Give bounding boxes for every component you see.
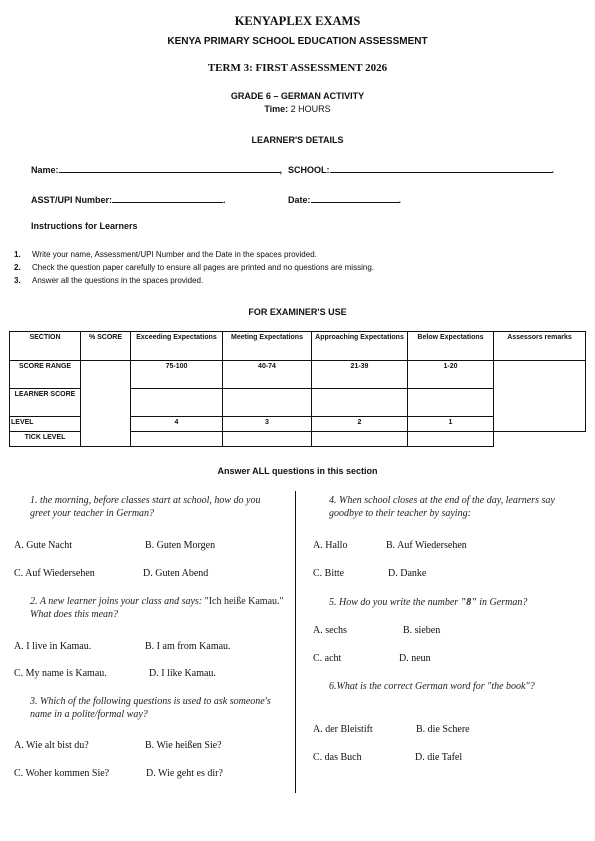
table-cell: 1-20 bbox=[408, 361, 494, 389]
option[interactable]: C. acht bbox=[313, 653, 342, 664]
option[interactable]: A. der Bleistift bbox=[313, 724, 373, 735]
remarks-cell[interactable] bbox=[494, 361, 586, 432]
section-title: Answer ALL questions in this section bbox=[217, 466, 378, 476]
option[interactable]: D. Wie geht es dir? bbox=[146, 768, 223, 779]
option[interactable]: A. Gute Nacht bbox=[14, 540, 73, 551]
asst-field[interactable] bbox=[112, 193, 223, 203]
table-cell: 3 bbox=[223, 417, 312, 432]
examiner-table bbox=[9, 331, 586, 447]
name-row: Name: , bbox=[31, 165, 283, 175]
option[interactable]: B. I am from Kamau. bbox=[145, 641, 231, 652]
row-label: LEARNER SCORE bbox=[10, 389, 81, 417]
time-label: Time: bbox=[264, 104, 289, 114]
table-cell[interactable] bbox=[408, 389, 494, 417]
column-divider bbox=[295, 491, 296, 793]
asst-row: ASST/UPI Number: . bbox=[31, 195, 226, 205]
school-label: SCHOOL: bbox=[288, 165, 330, 175]
option[interactable]: C. Woher kommen Sie? bbox=[14, 768, 110, 779]
table-cell: 4 bbox=[131, 417, 223, 432]
term-title: TERM 3: FIRST ASSESSMENT 2026 bbox=[207, 62, 388, 74]
table-cell[interactable] bbox=[312, 389, 408, 417]
option[interactable]: D. Guten Abend bbox=[143, 568, 209, 579]
option[interactable]: D. I like Kamau. bbox=[149, 668, 216, 679]
table-row bbox=[10, 361, 586, 389]
table-cell[interactable] bbox=[312, 432, 408, 447]
table-cell[interactable] bbox=[223, 389, 312, 417]
option[interactable]: D. neun bbox=[399, 653, 431, 664]
school-field[interactable] bbox=[330, 163, 552, 173]
table-cell: 1 bbox=[408, 417, 494, 432]
school-row: SCHOOL: . bbox=[288, 165, 555, 175]
question-1-text: 1. the morning, before classes start at school, how do you greet your teacher in German? bbox=[30, 495, 261, 519]
score-cell[interactable] bbox=[81, 361, 131, 447]
option[interactable]: C. das Buch bbox=[313, 752, 362, 763]
table-cell: 2 bbox=[312, 417, 408, 432]
row-label: LEVEL bbox=[10, 417, 81, 432]
date-label: Date: bbox=[288, 195, 311, 205]
table-cell[interactable] bbox=[223, 432, 312, 447]
question-6-text: 6.What is the correct German word for "the book"? bbox=[329, 681, 535, 692]
option[interactable]: C. Auf Wiedersehen bbox=[14, 568, 95, 579]
table-cell[interactable] bbox=[131, 389, 223, 417]
option[interactable]: D. die Tafel bbox=[415, 752, 463, 763]
table-cell[interactable] bbox=[131, 432, 223, 447]
instructions-list bbox=[14, 248, 374, 287]
question-5-text: 5. How do you write the number "8" in German? bbox=[329, 597, 528, 608]
table-header-row bbox=[10, 332, 586, 361]
option[interactable]: C. Bitte bbox=[313, 568, 345, 579]
option[interactable]: B. die Schere bbox=[416, 724, 470, 735]
table-cell: 75-100 bbox=[131, 361, 223, 389]
option[interactable]: B. Guten Morgen bbox=[145, 540, 216, 551]
date-field[interactable] bbox=[311, 193, 399, 203]
option[interactable]: A. I live in Kamau. bbox=[14, 641, 92, 652]
row-label: TICK LEVEL bbox=[10, 432, 81, 447]
table-cell: 21-39 bbox=[312, 361, 408, 389]
learner-details-title: LEARNER'S DETAILS bbox=[251, 135, 344, 145]
exam-org-title: KENYAPLEX EXAMS bbox=[234, 14, 361, 28]
asst-label: ASST/UPI Number: bbox=[31, 195, 113, 205]
instruction-item: 3. Answer all the questions in the spaces provided. bbox=[14, 276, 204, 285]
date-row: Date: . bbox=[288, 195, 402, 205]
header-cell: Assessors remarks bbox=[494, 332, 586, 361]
option[interactable]: C. My name is Kamau. bbox=[14, 668, 107, 679]
header-cell: SECTION bbox=[10, 332, 81, 361]
name-field[interactable] bbox=[59, 163, 280, 173]
option[interactable]: B. Wie heißen Sie? bbox=[145, 740, 222, 751]
option[interactable]: A. Wie alt bist du? bbox=[14, 740, 89, 751]
name-label: Name: bbox=[31, 165, 59, 175]
header-cell: Meeting Expectations bbox=[223, 332, 312, 361]
grade-title: GRADE 6 – GERMAN ACTIVITY bbox=[230, 91, 365, 101]
header-cell: Below Expectations bbox=[408, 332, 494, 361]
option[interactable]: B. Auf Wiedersehen bbox=[386, 540, 467, 551]
instructions-title: Instructions for Learners bbox=[31, 221, 138, 231]
instruction-item: 2. Check the question paper carefully to ensure all pages are printed and no questions are missing. bbox=[14, 263, 374, 272]
time-value: 2 HOURS bbox=[290, 104, 331, 114]
header-cell: Exceeding Expectations bbox=[131, 332, 223, 361]
table-cell: 40-74 bbox=[223, 361, 312, 389]
header-cell: % SCORE bbox=[81, 332, 131, 361]
header-cell: Approaching Expectations bbox=[312, 332, 408, 361]
exam-subtitle: KENYA PRIMARY SCHOOL EDUCATION ASSESSMENT bbox=[167, 36, 428, 47]
question-4-text: 4. When school closes at the end of the day, learners say goodbye to their teacher by saying: bbox=[329, 495, 555, 519]
examiner-title: FOR EXAMINER'S USE bbox=[248, 307, 347, 317]
row-label: SCORE RANGE bbox=[10, 361, 81, 389]
option[interactable]: A. Hallo bbox=[313, 540, 348, 551]
question-3-text: 3. Which of the following questions is used to ask someone's name in a polite/formal way? bbox=[30, 696, 271, 720]
option[interactable]: A. sechs bbox=[313, 625, 347, 636]
time-line bbox=[0, 104, 595, 114]
instruction-item: 1. Write your name, Assessment/UPI Number and the Date in the spaces provided. bbox=[14, 250, 317, 259]
empty-cell bbox=[494, 432, 586, 447]
option[interactable]: B. sieben bbox=[403, 625, 441, 636]
table-cell[interactable] bbox=[408, 432, 494, 447]
question-2-text: 2. A new learner joins your class and says: "Ich heiße Kamau." What does this mean? bbox=[30, 596, 284, 620]
option[interactable]: D. Danke bbox=[388, 568, 427, 579]
